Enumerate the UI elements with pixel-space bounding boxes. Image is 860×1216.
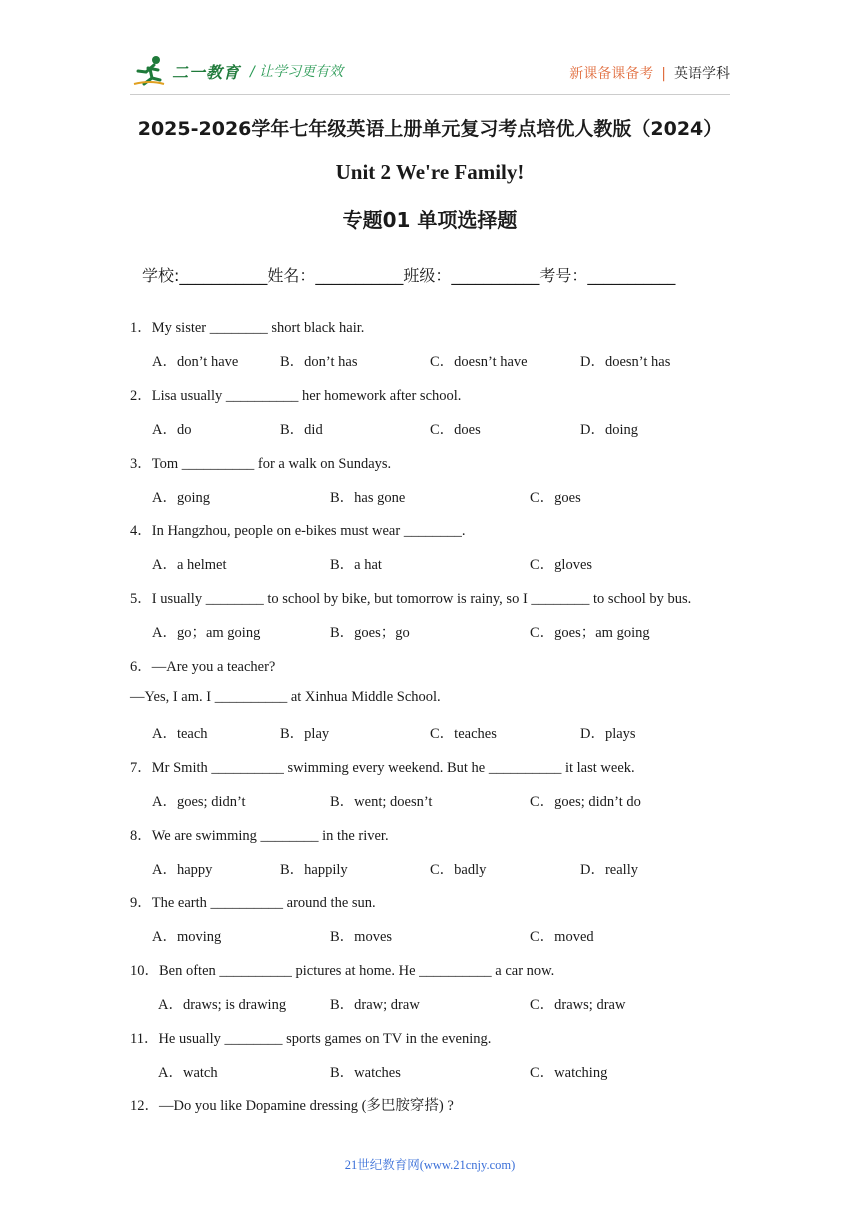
option: B．goes；go [330,625,410,641]
option: C．does [430,422,481,438]
unit-title: Unit 2 We're Family! [335,160,525,184]
topic-title: 专题01 单项选择题 [342,208,518,232]
header-tag: 新课备课备考 [569,66,654,82]
option: C．watching [530,1065,608,1081]
slogan: / 让学习更有效 [250,64,344,80]
option: B．don’t has [280,354,358,370]
question-stem-line2: —Yes, I am. I __________ at Xinhua Middle School. [130,689,441,705]
option: A．do [152,422,192,438]
question-stem: 11．He usually ________ sports games on TV in the evening. [130,1031,492,1047]
option: D．plays [580,726,636,742]
question-stem: 8．We are swimming ________ in the river. [130,828,389,844]
option: C．moved [530,929,594,945]
question-stem: 2．Lisa usually __________ her homework after school. [130,388,462,404]
option: D．doing [580,422,638,438]
option: A．a helmet [152,557,227,573]
option: C．teaches [430,726,497,742]
student-info-line: 学校:___________姓名：___________班级：___________考号：___________ [142,266,676,285]
option: C．doesn’t have [430,354,528,370]
option: C．goes；am going [530,625,650,641]
option: B．happily [280,862,348,878]
option: B．draw; draw [330,997,420,1013]
option: B．did [280,422,323,438]
option: B．moves [330,929,393,945]
option: C．draws; draw [530,997,626,1013]
option: D．doesn’t has [580,354,671,370]
page-header [130,54,730,90]
option: A．goes; didn’t [152,794,246,810]
option: C．goes [530,490,581,506]
question-stem: 3．Tom __________ for a walk on Sundays. [130,456,392,472]
option: A．go；am going [152,625,261,641]
question-stem: 5．I usually ________ to school by bike, but tomorrow is rainy, so I ________ to school by bus. [130,591,692,607]
option: A．moving [152,929,222,945]
header-subject [569,63,730,83]
footer-link[interactable]: 21世纪教育网(www.21cnjy.com) [344,1158,516,1172]
runner-logo-icon [130,54,170,88]
option: B．went; doesn’t [330,794,433,810]
option: C．goes; didn’t do [530,794,641,810]
option: A．don’t have [152,354,239,370]
option: A．watch [158,1065,218,1081]
option: B．has gone [330,490,406,506]
logo-text: 二一教育 [172,63,241,82]
question-stem: 9．The earth __________ around the sun. [130,895,376,911]
option: A．going [152,490,210,506]
option: B．a hat [330,557,382,573]
question-stem: 6．—Are you a teacher? [130,659,276,675]
header-divider [130,94,730,95]
option: B．watches [330,1065,401,1081]
option: A．teach [152,726,208,742]
option: C．gloves [530,557,593,573]
question-stem: 4．In Hangzhou, people on e-bikes must wear ________. [130,523,466,539]
document-title: 2025-2026学年七年级英语上册单元复习考点培优人教版（2024） [137,118,723,140]
header-subject-label: 英语学科 [674,66,730,82]
question-stem: 10．Ben often __________ pictures at home. He __________ a car now. [130,963,555,979]
header-separator: | [661,66,666,82]
option: A．draws; is drawing [158,997,287,1013]
option: C．badly [430,862,487,878]
option: D．really [580,862,638,878]
question-stem: 1．My sister ________ short black hair. [130,320,365,336]
logo [130,54,242,88]
option: B．play [280,726,330,742]
question-stem: 7．Mr Smith __________ swimming every weekend. But he __________ it last week. [130,760,635,776]
option: A．happy [152,862,213,878]
question-stem: 12．—Do you like Dopamine dressing (多巴胺穿搭) ? [130,1098,454,1114]
